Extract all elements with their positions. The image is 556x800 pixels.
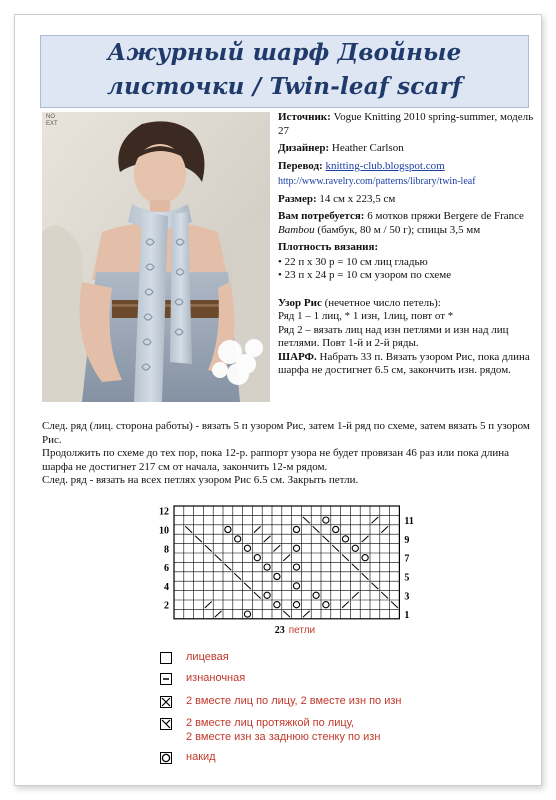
photo-watermark: NO EXT	[46, 114, 58, 127]
scarf-instructions: ШАРФ. Набрать 33 п. Вязать узором Рис, пока длина шарфа не достигнет 6.5 см, закончить изн. рядом.	[278, 350, 530, 376]
legend-item-k2tog	[160, 694, 490, 714]
legend-item-yarnover	[160, 750, 490, 770]
designer-line: Дизайнер: Heather Carlson	[278, 142, 404, 154]
pattern-info	[278, 111, 540, 378]
gauge-item: • 23 п х 24 р = 10 см узором по схеме	[278, 269, 452, 281]
rice-row-2: Ряд 2 – вязать лиц над изн петлями и изн над лиц петлями. Повт 1-й и 2-й ряды.	[278, 323, 509, 349]
chart-row-label: 5	[404, 572, 410, 584]
knitting-chart-svg	[132, 498, 417, 640]
ravelry-line	[278, 175, 540, 189]
scarf-photo-illustration	[42, 112, 270, 402]
gauge-heading: Плотность вязания:	[278, 241, 379, 253]
chart-row-label: 4	[164, 581, 169, 593]
rice-heading: Узор Рис (нечетное число петель):	[278, 296, 441, 309]
chart-row-label: 9	[404, 534, 410, 546]
rice-row-1: Ряд 1 – 1 лиц, * 1 изн, 1лиц, повт от *	[278, 310, 454, 322]
legend-text: 2 вместе лиц протяжкой по лицу, 2 вместе изн за заднюю стенку по изн	[186, 717, 381, 743]
chart-row-label: 1	[404, 610, 410, 622]
chart-row-label: 2	[164, 600, 169, 612]
instructions-text	[42, 420, 532, 488]
title-line-1: Ажурный шарф Двойные	[107, 39, 462, 66]
gauge-item: • 22 п х 30 р = 10 см лиц гладью	[278, 255, 428, 268]
size-line: Размер: 14 см х 223,5 см	[278, 192, 396, 205]
legend-text: лицевая	[186, 651, 229, 663]
chart-row-label: 8	[164, 544, 169, 556]
k2tog-square-icon	[160, 696, 172, 708]
stitch-count-label: 23	[274, 624, 285, 636]
knitting-chart	[132, 498, 417, 640]
gauge-list	[278, 256, 540, 283]
legend-item-knit	[160, 650, 490, 670]
ravelry-url[interactable]: http://www.ravelry.com/patterns/library/twin-leaf	[278, 176, 476, 187]
legend-item-ssk	[160, 716, 490, 750]
translation-link[interactable]: knitting-club.blogspot.com	[325, 159, 445, 172]
dash-square-icon	[160, 673, 172, 685]
instruction-paragraph: Продолжить по схеме до тех пор, пока 12-р. раппорт узора не будет провязан 46 раз или пока длина шарфа не достигнет 217 см от начала, закончить 12-м рядом.	[42, 447, 510, 473]
chart-row-label: 12	[159, 506, 169, 518]
ssk-square-icon	[160, 718, 172, 730]
yarnover-square-icon	[160, 752, 172, 764]
empty-square-icon	[160, 652, 172, 664]
legend-text: 2 вместе лиц по лицу, 2 вместе изн по изн	[186, 695, 402, 707]
chart-row-label: 7	[404, 553, 410, 565]
title-line-2: листочки / Twin-leaf scarf	[106, 73, 463, 100]
legend-text: накид	[186, 751, 216, 763]
title-banner	[40, 35, 529, 108]
legend-item-purl	[160, 671, 490, 691]
materials-line: Вам потребуется: 6 мотков пряжи Bergere de France Bambou (бамбук, 80 м / 50 г); спицы 3,5 мм	[278, 210, 524, 236]
source-line: Источник: Vogue Knitting 2010 spring-summer, модель 27	[278, 111, 534, 137]
instruction-paragraph: След. ряд - вязать на всех петлях узором Рис 6.5 см. Закрыть петли.	[42, 474, 359, 486]
translation-line: Перевод: knitting-club.blogspot.com	[278, 159, 445, 172]
chart-row-label: 10	[159, 525, 169, 537]
chart-row-label: 3	[404, 591, 410, 603]
model-photo	[42, 112, 270, 402]
chart-row-label: 6	[164, 563, 169, 575]
legend-text: изнаночная	[186, 672, 246, 684]
chart-row-label: 11	[404, 516, 414, 528]
instruction-paragraph: След. ряд (лиц. сторона работы) - вязать 5 п узором Рис, затем 1-й ряд по схеме, затем вязать 5 п узором Рис.	[42, 420, 530, 446]
stitch-unit-label: петли	[288, 624, 316, 636]
